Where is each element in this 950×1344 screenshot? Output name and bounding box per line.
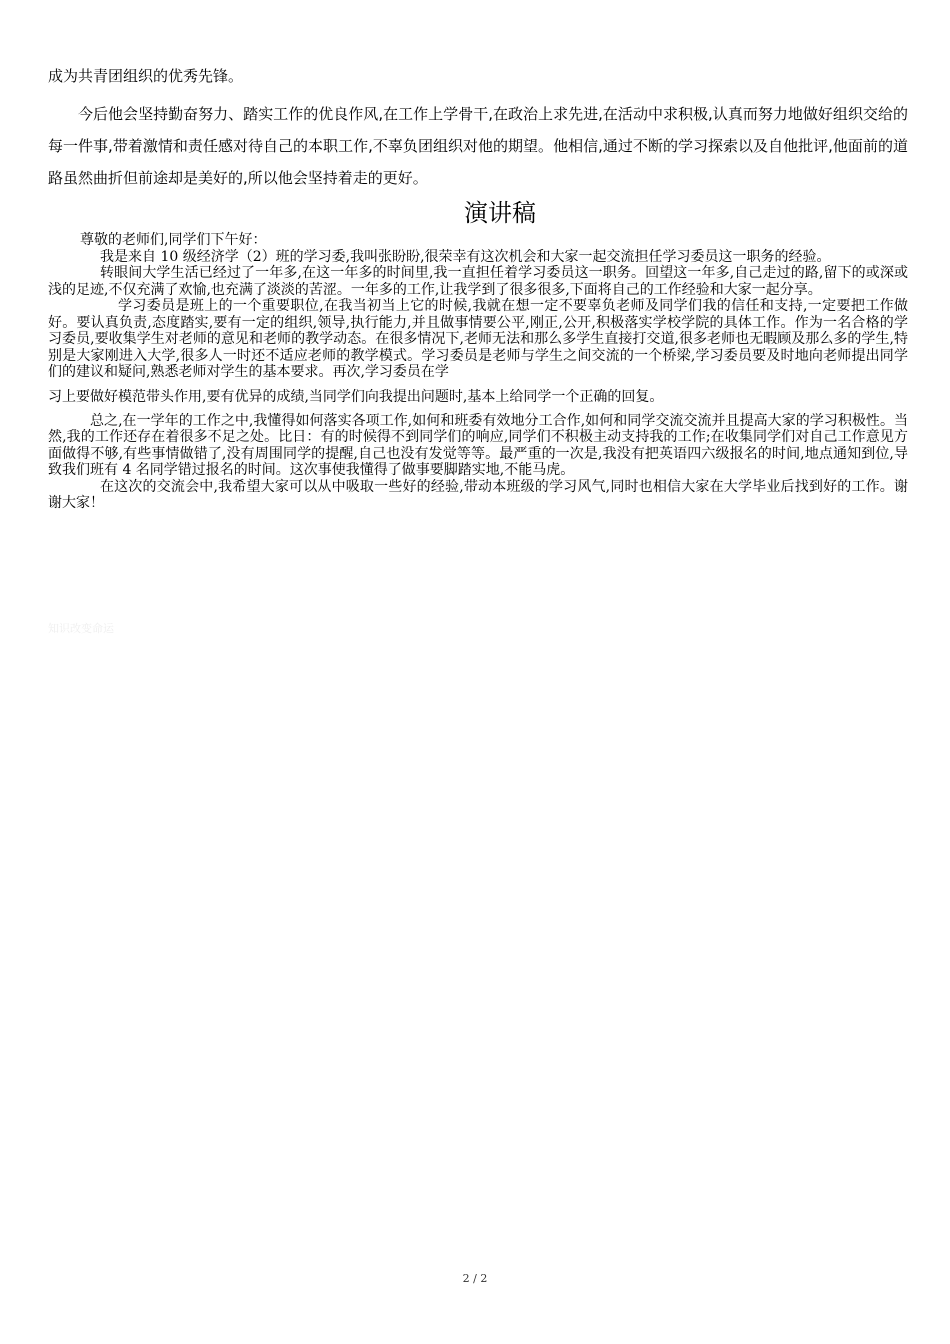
speech-paragraph-2: 转眼间大学生活已经过了一年多,在这一年多的时间里,我一直担任着学习委员这一职务。回望这一年多,自己走过的路,留下的或深或浅的足迹,不仅充满了欢愉,也充满了淡淡的苦涩。一年多的工作,让我学到了很多很多,下面将自己的工作经验和大家一起分享。 <box>48 265 908 298</box>
watermark-text: 知识改变命运 <box>48 622 114 635</box>
speech-title: 演讲稿 <box>464 199 536 227</box>
intro-line: 成为共青团组织的优秀先锋。 <box>48 67 244 85</box>
speech-paragraph-4: 总之,在一学年的工作之中,我懂得如何落实各项工作,如何和班委有效地分工合作,如何和同学交流交流并且提高大家的学习积极性。当然,我的工作还存在着很多不足之处。比日：有的时候得不到同学们的响应,同学们不积极主动支持我的工作;在收集同学们对自己工作意见方面做得不够,有些事情做错了,没有周围同学的提醒,自己也没有发觉等等。最严重的一次是,我没有把英语四六级报名的时间,地点通知到位,导致我们班有 4 名同学错过报名的时间。这次事使我懂得了做事要脚踏实地,不能马虎。 <box>48 412 908 478</box>
intro-section <box>48 60 908 194</box>
speech-paragraph-1: 我是来自 10 级经济学（2）班的学习委,我叫张盼盼,很荣幸有这次机会和大家一起交流担任学习委员这一职务的经验。 <box>100 248 831 265</box>
speech-paragraph-5: 在这次的交流会中,我希望大家可以从中吸取一些好的经验,带动本班级的学习风气,同时也相信大家在大学毕业后找到好的工作。谢谢大家！ <box>48 478 908 511</box>
intro-paragraph: 今后他会坚持勤奋努力、踏实工作的优良作风,在工作上学骨干,在政治上求先进,在活动中求积极,认真而努力地做好组织交给的每一件事,带着激情和责任感对待自己的本职工作,不辜负团组织对他的期望。他相信,通过不断的学习探索以及自他批评,他面前的道路虽然曲折但前途却是美好的,所以他会坚持着走的更好。 <box>48 105 908 187</box>
speech-body <box>48 232 908 512</box>
speech-paragraph-3: 学习委员是班上的一个重要职位,在我当初当上它的时候,我就在想一定不要辜负老师及同学们我的信任和支持,一定要把工作做好。要认真负责,态度踏实,要有一定的组织,领导,执行能力,并且做事情要公平,刚正,公开,积极落实学校学院的具体工作。作为一名合格的学习委员,要收集学生对老师的意见和老师的教学动态。在很多情况下,老师无法和那么多学生直接打交道,很多老师也无暇顾及那么多的学生,特别是大家刚进入大学,很多人一时还不适应老师的教学模式。学习委员是老师与学生之间交流的一个桥梁,学习委员要及时地向老师提出同学们的建议和疑问,熟悉老师对学生的基本要求。再次,学习委员在学 <box>48 298 908 380</box>
page-number: 2 / 2 <box>462 1272 488 1285</box>
speech-paragraph-3-tail: 习上要做好模范带头作用,要有优异的成绩,当同学们向我提出问题时,基本上给同学一个正确的回复。 <box>48 388 664 405</box>
speech-greeting: 尊敬的老师们,同学们下午好： <box>80 232 267 248</box>
